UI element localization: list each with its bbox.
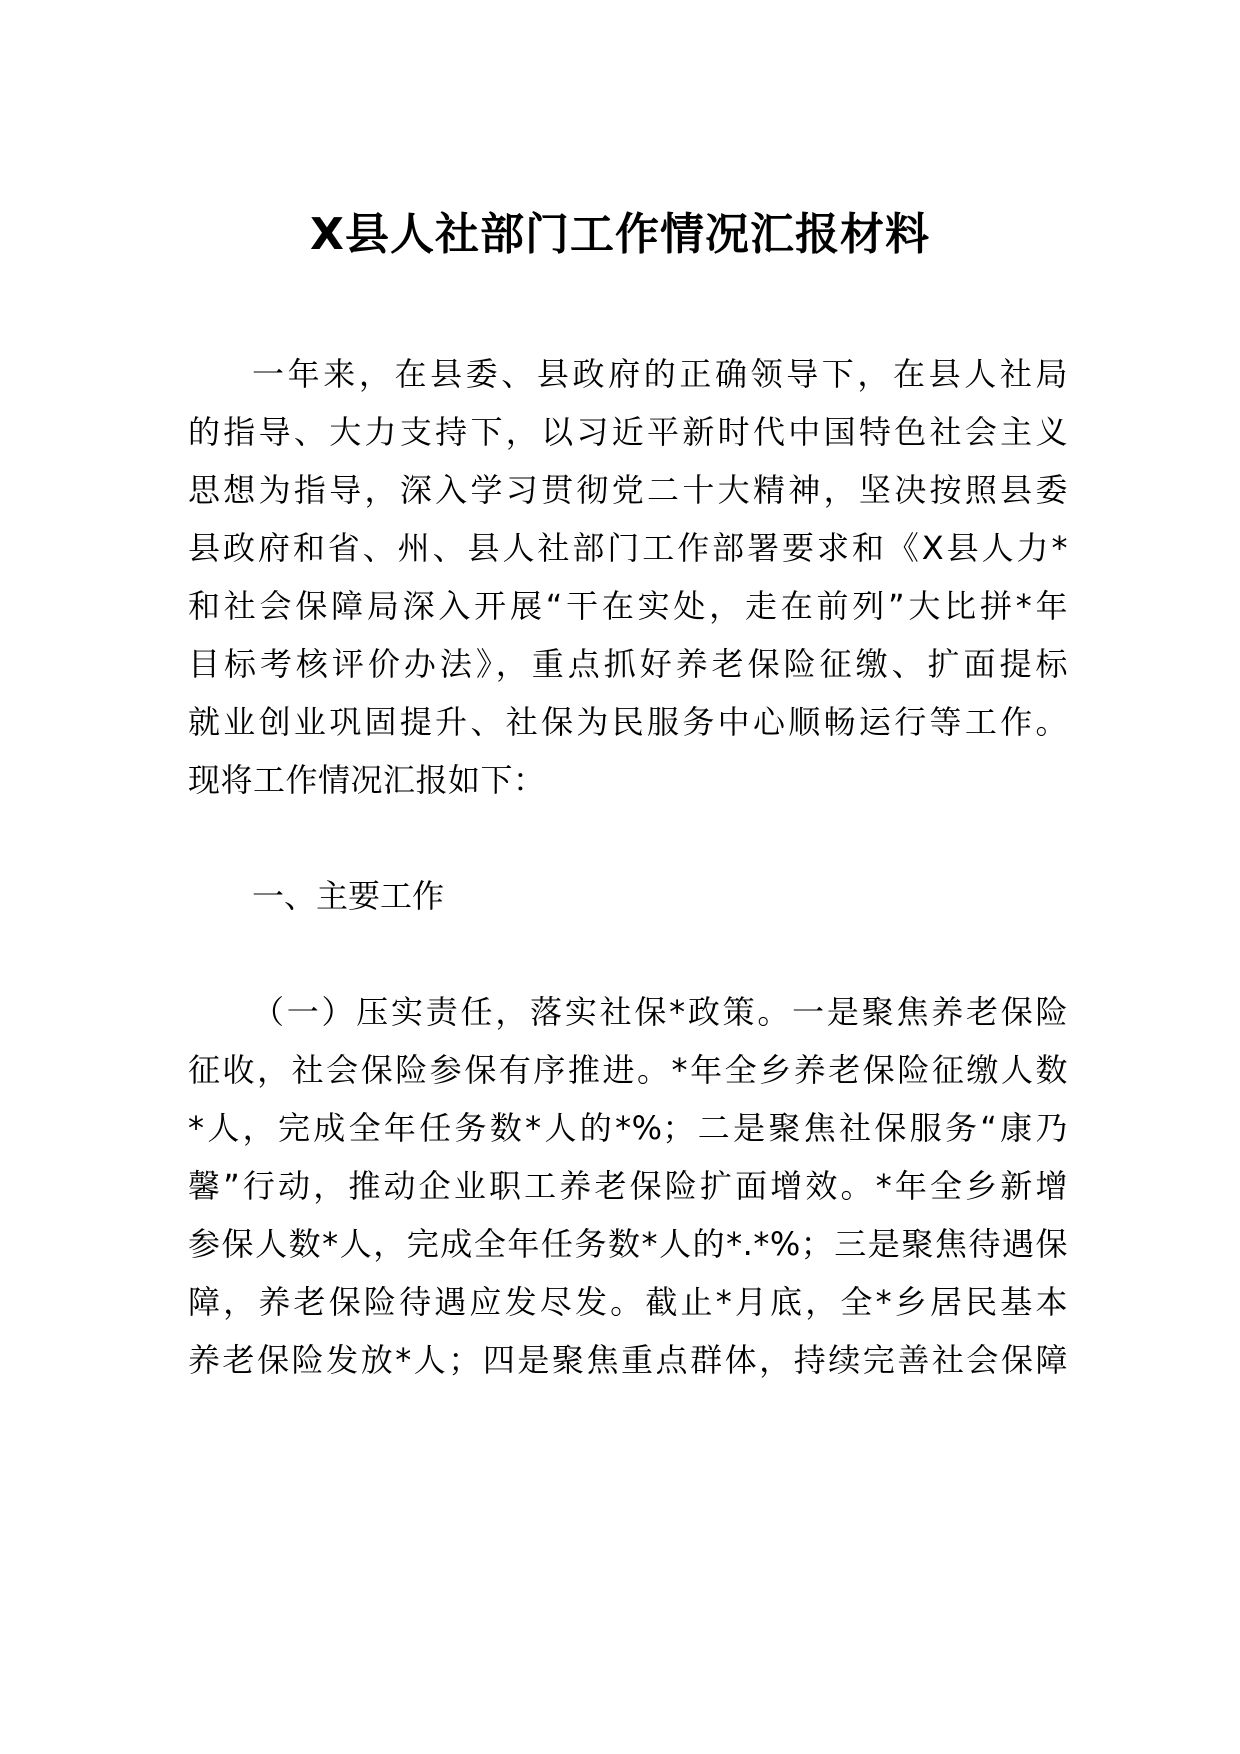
paragraph-line: 参保人数*人，完成全年任务数*人的*.*%；三是聚焦待遇保 (188, 1225, 1068, 1263)
paragraph-line: 思想为指导，深入学习贯彻党二十大精神，坚决按照县委 (188, 471, 1068, 509)
paragraph-line: 养老保险发放*人；四是聚焦重点群体，持续完善社会保障 (188, 1341, 1068, 1379)
paragraph-line: 障，养老保险待遇应发尽发。截止*月底，全*乡居民基本 (188, 1283, 1068, 1321)
document-title: X县人社部门工作情况汇报材料 (310, 209, 930, 260)
paragraph-line: 一年来，在县委、县政府的正确领导下，在县人社局 (252, 355, 1068, 393)
paragraph-line: 县政府和省、州、县人社部门工作部署要求和《X县人力* (188, 529, 1068, 567)
paragraph-line: *人，完成全年任务数*人的*%；二是聚焦社保服务“康乃 (188, 1109, 1068, 1147)
paragraph-line: 和社会保障局深入开展“干在实处，走在前列”大比拼*年 (188, 587, 1068, 625)
section-heading: 一、主要工作 (252, 877, 445, 915)
paragraph-line: 现将工作情况汇报如下： (188, 761, 546, 799)
paragraph-line: 馨”行动，推动企业职工养老保险扩面增效。*年全乡新增 (188, 1167, 1068, 1205)
paragraph-line: 目标考核评价办法》，重点抓好养老保险征缴、扩面提标 (188, 645, 1068, 683)
paragraph-line: （一）压实责任，落实社保*政策。一是聚焦养老保险 (252, 993, 1068, 1031)
paragraph-line: 征收，社会保险参保有序推进。*年全乡养老保险征缴人数 (188, 1051, 1068, 1089)
paragraph-line: 的指导、大力支持下，以习近平新时代中国特色社会主义 (188, 413, 1068, 451)
paragraph-line: 就业创业巩固提升、社保为民服务中心顺畅运行等工作。 (188, 703, 1068, 741)
